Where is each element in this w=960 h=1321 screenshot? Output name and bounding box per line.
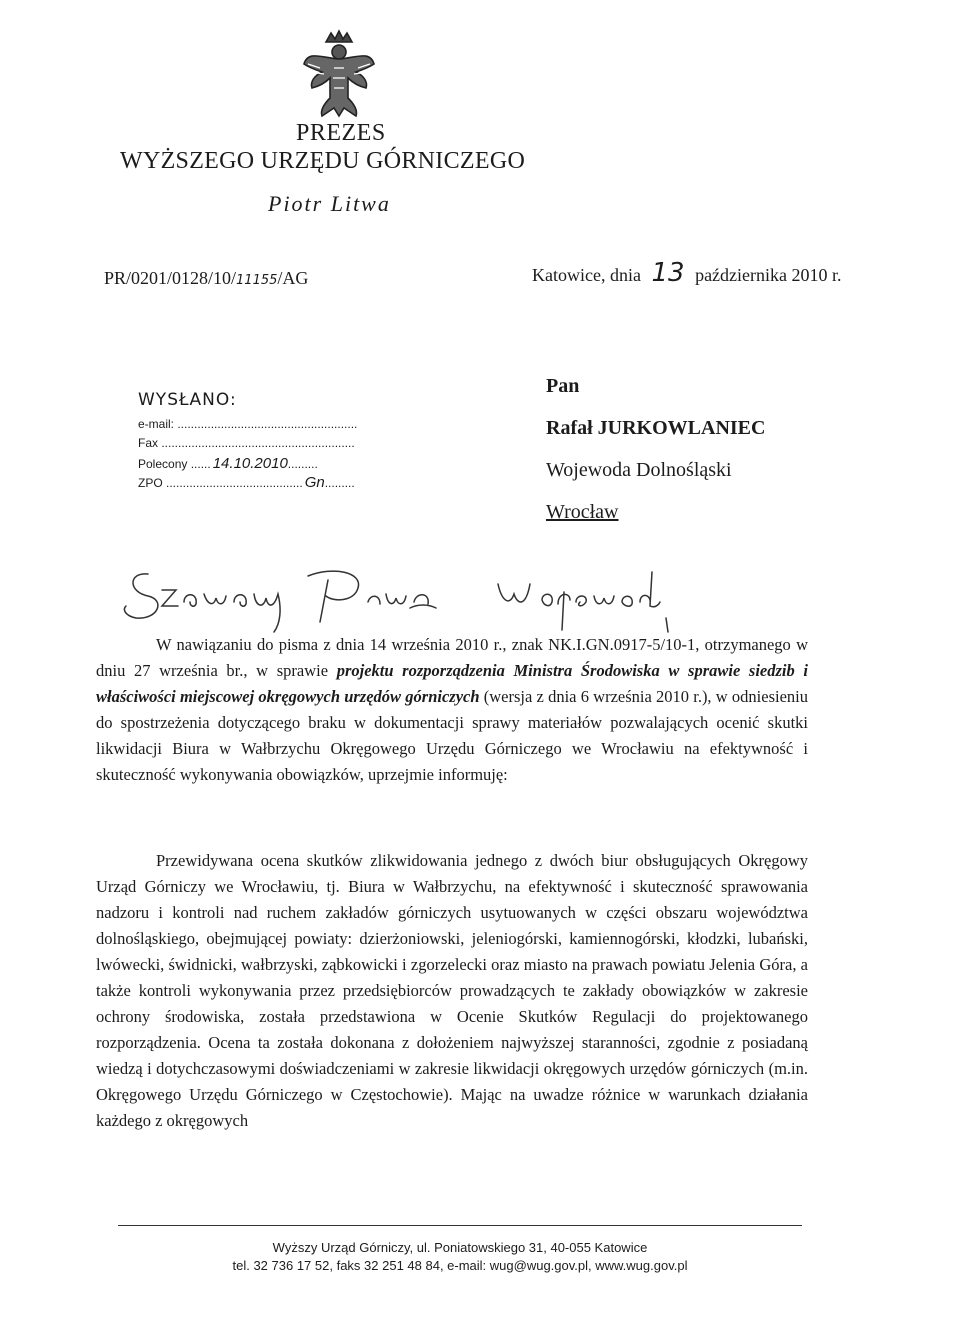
sent-via-row: e-mail: ...................................................... bbox=[138, 417, 358, 431]
footer-contact: tel. 32 736 17 52, faks 32 251 48 84, e-mail: wug@wug.gov.pl, www.wug.gov.pl bbox=[232, 1258, 688, 1273]
recipient-block bbox=[546, 375, 765, 543]
reference-handwritten: 11155 bbox=[236, 273, 278, 288]
head-name: Piotr Litwa bbox=[268, 191, 391, 216]
reference-prefix: PR/0201/0128/10/ bbox=[104, 268, 237, 288]
eagle-emblem-icon bbox=[300, 28, 378, 120]
sent-via-list bbox=[138, 417, 357, 493]
letterhead-title: PREZES bbox=[296, 120, 386, 146]
sent-via-handwritten-date: 14.10.2010 bbox=[212, 455, 288, 472]
footer-divider bbox=[118, 1225, 802, 1226]
reference-suffix: /AG bbox=[277, 268, 309, 288]
date-handwritten-day: 13 bbox=[651, 258, 685, 288]
recipient-city: Wrocław bbox=[546, 501, 619, 523]
sent-via-row: Polecony ...... 14.10.2010......... bbox=[138, 455, 318, 472]
body-paragraph-1: W nawiązaniu do pisma z dnia 14 września 2010 r., znak NK.I.GN.0917-5/10-1, otrzymanego w dniu 27 września br., w sprawie projektu rozporządzenia Ministra Środowiska w sprawie siedzib i właściwości miejscowej okręgowych urzędów górniczych (wersja z dnia 6 września 2010 r.), w odniesieniu do spostrzeżenia dotyczącego braku w dokumentacji sprawy materiałów pozwalających ocenić skutki likwidacji Biura w Wałbrzychu Okręgowego Urzędu Górniczego we Wrocławiu na efektywność i skuteczność wykonywania obowiązków, uprzejmie informuję: bbox=[96, 635, 808, 784]
body-paragraph-2: Przewidywana ocena skutków zlikwidowania jednego z dwóch biur obsługujących Okręgowy Urząd Górniczy we Wrocławiu, tj. Biura w Wałbrzychu, na efektywność i skuteczność sprawowania nadzoru i kontroli nad ruchem zakładów górniczych usytuowanych w części obszaru województwa dolnośląskiego, obejmującej powiaty: dzierżoniowski, jeleniogórski, kamiennogórski, kłodzki, lubański, lwówecki, świdnicki, wałbrzyski, ząbkowicki i zgorzelecki oraz miasto na prawach powiatu Jelenia Góra, a także kontroli wykonywania przez przedsiębiorców prowadzących te zakłady obowiązków w zakresie ochrony środowiska, została przedstawiona w Ocenie Skutków Regulacji do projektowanego rozporządzenia. Ocena ta została dokonana z dołożeniem najwyższej staranności, zgodnie z posiadaną wiedzą i dotychczasowymi doświadczeniami w zakresie likwidacji okręgowych urzędów górniczych (m.in. Okręgowego Urzędu Górniczego w Częstochowie). Mając na uwadze różnice w warunkach działania każdego z okręgowych bbox=[96, 851, 808, 1130]
letterhead-office: WYŻSZEGO URZĘDU GÓRNICZEGO bbox=[120, 148, 526, 174]
sent-via-row: ZPO ......................................... Gn......... bbox=[138, 474, 355, 491]
date-suffix: października 2010 r. bbox=[695, 265, 842, 285]
draft-regulation-title: projektu rozporządzenia Ministra Środowiska w sprawie siedzib i właściwości miejscowej okręgowych urzędów górniczych bbox=[96, 661, 808, 706]
sent-via-label: WYSŁANO: bbox=[138, 390, 237, 410]
footer bbox=[118, 1239, 802, 1275]
recipient-name: Rafał JURKOWLANIEC bbox=[546, 417, 766, 439]
recipient-position: Wojewoda Dolnośląski bbox=[546, 459, 732, 481]
footer-address: Wyższy Urząd Górniczy, ul. Poniatowskiego 31, 40-055 Katowice bbox=[272, 1240, 648, 1255]
sent-via-row: Fax .......................................................... bbox=[138, 436, 355, 450]
handwritten-salutation-signature bbox=[118, 562, 678, 640]
reference-number bbox=[104, 268, 308, 289]
date-prefix: Katowice, dnia bbox=[532, 265, 641, 285]
letter-date bbox=[532, 258, 842, 288]
sent-via-handwritten-initials: Gn bbox=[304, 474, 325, 491]
recipient-salutation: Pan bbox=[546, 375, 580, 397]
